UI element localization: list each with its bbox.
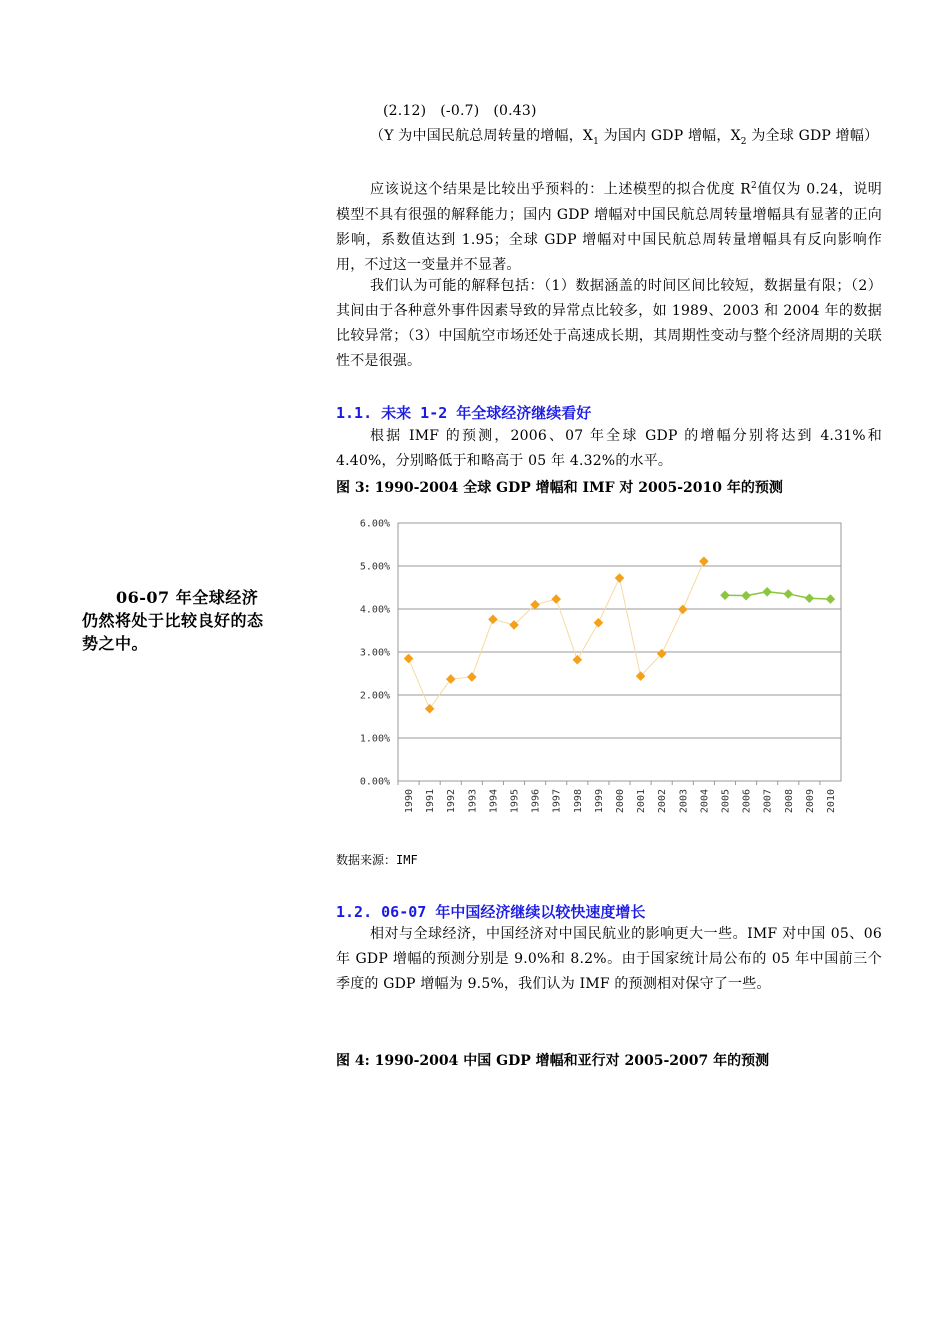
data-point — [446, 674, 456, 684]
model-result-paragraph: 应该说这个结果是比较出乎预料的：上述模型的拟合优度 $R^2$值仅为 0.24，说明模型不具有很强的解释能力；国内 GDP 增幅对中国民航总周转量增幅具有显著的正向影响，系数值达到 1.95；全球 GDP 增幅对中国民航总周转量增幅具有反向影响作用，不过这一变量并不显著。 — [336, 181, 883, 273]
x-tick-label: 1998 — [572, 789, 584, 814]
x-tick-label: 2004 — [699, 789, 711, 814]
x-tick-label: 2007 — [762, 789, 774, 814]
x-tick-label: 1991 — [425, 789, 437, 814]
side-note: 06-07 年全球经济仍然将处于比较良好的态势之中。 — [82, 588, 264, 653]
data-point — [404, 654, 414, 664]
data-point — [699, 556, 709, 566]
data-point — [762, 587, 772, 597]
y-tick-label: 5.00% — [359, 561, 390, 573]
x-tick-label: 1996 — [530, 789, 542, 814]
china-economy-paragraph: 相对与全球经济，中国经济对中国民航业的影响更大一些。IMF 对中国 05、06 年 GDP 增幅的预测分别是 9.0%和 8.2%。由于国家统计局公布的 05 年中国前三个季度的 GDP 增幅为 9.5%，我们认为 IMF 的预测相对保守了一些。 — [336, 926, 882, 992]
y-tick-label: 2.00% — [359, 690, 390, 702]
series-line — [409, 561, 704, 708]
data-point — [741, 591, 751, 601]
data-point — [594, 618, 604, 628]
y-tick-label: 3.00% — [359, 647, 390, 659]
x-tick-label: 1994 — [488, 789, 500, 814]
x-tick-label: 2001 — [636, 789, 648, 814]
data-point — [425, 704, 435, 714]
x-tick-label: 2000 — [615, 789, 626, 814]
series-points — [404, 556, 836, 713]
x-tick-label: 2008 — [783, 789, 795, 814]
y-tick-label: 4.00% — [359, 604, 390, 616]
data-point — [615, 573, 625, 583]
data-point — [783, 589, 793, 599]
chart-grid — [398, 523, 841, 781]
series-line — [725, 592, 830, 599]
section-heading-1-1: 1.1. 未来 1-2 年全球经济继续看好 — [336, 404, 592, 422]
variable-note: （Y 为中国民航总周转量的增幅，$X_1$ 为国内 GDP 增幅，$X_2$ 为全球 GDP 增幅） — [370, 128, 879, 147]
x-tick-label: 1990 — [404, 789, 416, 814]
data-point — [678, 605, 688, 615]
y-tick-label: 0.00% — [359, 776, 390, 788]
x-axis-ticks — [398, 781, 837, 813]
data-point — [467, 672, 477, 682]
series-lines — [409, 561, 831, 708]
x-tick-label: 1997 — [551, 789, 563, 814]
figure-3-caption: 图 3: 1990-2004 全球 GDP 增幅和 IMF 对 2005-2010 年的预测 — [336, 480, 783, 496]
data-point — [720, 590, 730, 600]
x-tick-label: 2009 — [804, 789, 816, 814]
x-tick-label: 1992 — [446, 789, 458, 814]
data-point — [488, 615, 498, 625]
data-point — [551, 594, 561, 604]
x-tick-label: 2002 — [657, 789, 669, 814]
y-tick-label: 6.00% — [359, 518, 390, 530]
section-heading-1-2: 1.2. 06-07 年中国经济继续以较快速度增长 — [336, 903, 646, 921]
imf-forecast-paragraph: 根据 IMF 的预测，2006、07 年全球 GDP 的增幅分别将达到 4.31%和 4.40%，分别略低于和略高于 05 年 4.32%的水平。 — [336, 428, 882, 469]
global-gdp-chart — [336, 510, 856, 830]
explanation-paragraph: 我们认为可能的解释包括：（1）数据涵盖的时间区间比较短，数据量有限；（2）其间由于各种意外事件因素导致的异常点比较多，如 1989、2003 和 2004 年的数据比较异常；（3）中国航空市场还处于高速成长期，其周期性变动与整个经济周期的关联性不是很强。 — [336, 278, 882, 369]
data-source: 数据来源：IMF — [336, 853, 418, 867]
data-point — [573, 655, 583, 665]
data-point — [805, 593, 815, 603]
x-tick-label: 2003 — [678, 789, 690, 814]
y-axis-ticks — [360, 519, 390, 788]
data-point — [826, 594, 836, 604]
x-tick-label: 1993 — [467, 789, 479, 814]
figure-4-caption: 图 4: 1990-2004 中国 GDP 增幅和亚行对 2005-2007 年的预测 — [336, 1053, 770, 1069]
x-tick-label: 1999 — [593, 789, 605, 814]
x-tick-label: 2006 — [741, 789, 753, 814]
coefficient-line: (2.12) (-0.7) (0.43) — [383, 103, 537, 119]
x-tick-label: 2010 — [825, 789, 837, 814]
x-tick-label: 1995 — [509, 789, 521, 814]
y-tick-label: 1.00% — [359, 733, 390, 745]
x-tick-label: 2005 — [720, 789, 732, 814]
